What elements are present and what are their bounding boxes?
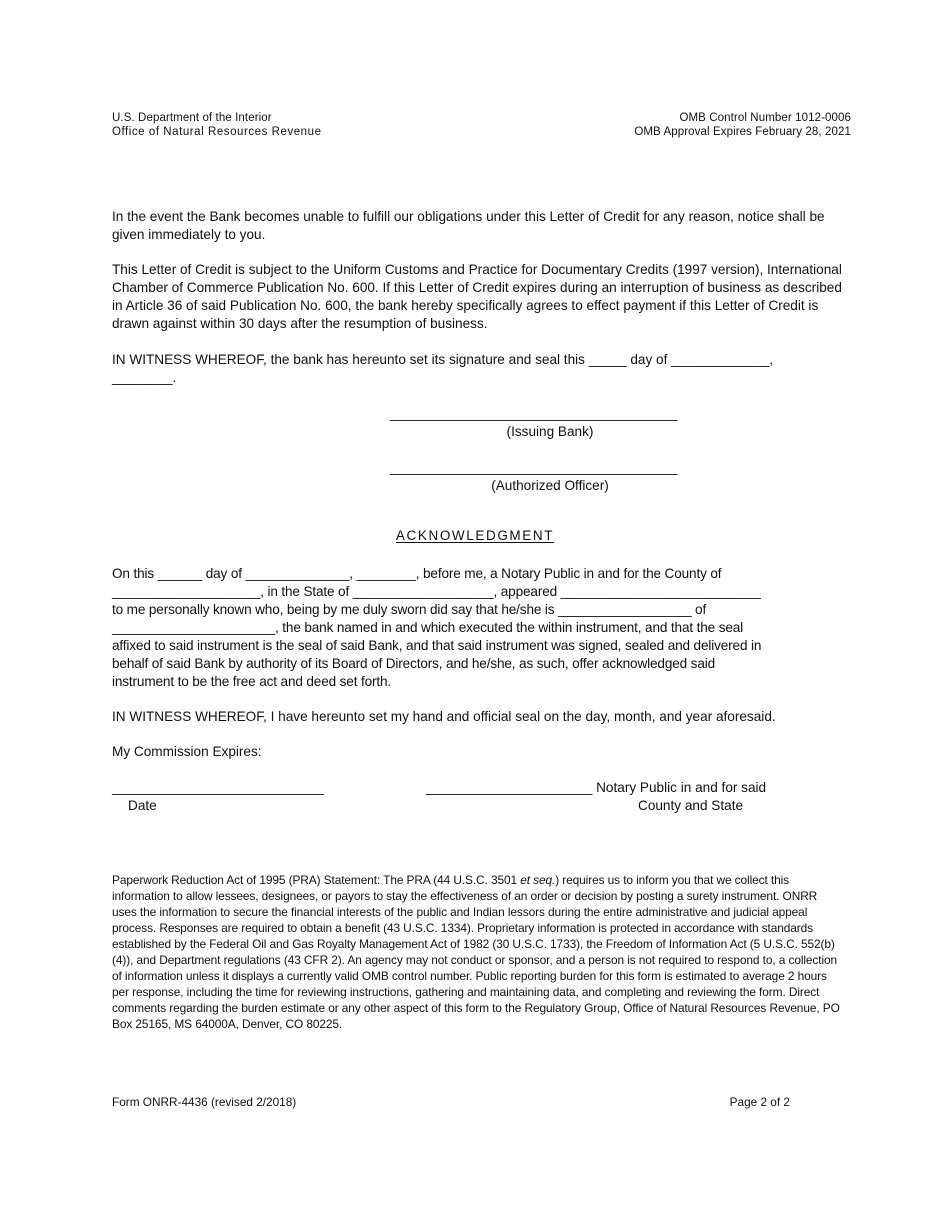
notary-county-label: County and State	[638, 798, 744, 813]
issuing-bank-signature-line: ______________________________________	[390, 406, 678, 421]
notary-signature-blank	[426, 779, 766, 797]
pra-statement	[112, 872, 842, 1032]
ack-line: behalf of said Bank by authority of its Board of Directors, and he/she, as such, offer acknowledged said	[112, 656, 716, 671]
notary-witness-clause: IN WITNESS WHEREOF, I have hereunto set my hand and official seal on the day, month, and year aforesaid.	[112, 709, 776, 724]
bank-witness-clause	[112, 351, 852, 387]
ack-line: ____________________, in the State of ___________________, appeared ___________________________	[112, 584, 761, 599]
ack-line: On this ______ day of ______________, ________, before me, a Notary Public in and for the County of	[112, 566, 722, 581]
agency-name: U.S. Department of the Interior	[112, 112, 272, 124]
omb-block	[634, 111, 851, 139]
notary-label: Notary Public in and for said	[596, 780, 767, 795]
authorized-officer-signature-line: ______________________________________	[390, 460, 678, 475]
date-label: Date	[128, 798, 157, 813]
ucp-paragraph: This Letter of Credit is subject to the Uniform Customs and Practice for Documentary Credits (1997 version), International Chamber of Commerce Publication No. 600. If this Letter of Credit expires during an interruption of business as described in Article 36 of said Publication No. 600, the bank hereby specifically agrees to effect payment if this Letter of Credit is drawn against within 30 days after the resumption of business.	[112, 262, 842, 331]
authorized-officer-label: (Authorized Officer)	[491, 478, 609, 493]
pra-text: ) requires us to inform you that we collect this information to allow lessees, designees, or payors to stay the effectiveness of an order or decision by posting a surety instrument. ONRR uses the information to secure the financial interests of the public and Indian lessors during the entire administrative and judicial appeal process. Responses are required to obtain a benefit (43 U.S.C. 1334). Proprietary information is protected in accordance with standards established by the Federal Oil and Gas Royalty Management Act of 1982 (30 U.S.C. 1733), the Freedom of Information Act (5 U.S.C. 552(b)(4)), and Department regulations (43 CFR 2). An agency may not conduct or sponsor, and a person is not required to respond to, a collection of information unless it displays a currently valid OMB control number. Public reporting burden for this form is estimated to average 2 hours per response, including the time for reviewing instructions, gathering and maintaining data, and completing and reviewing the form. Direct comments regarding the burden estimate or any other aspect of this form to the Regulatory Group, Office of Natural Resources Revenue, PO Box 25165, MS 64000A, Denver, CO 80225.	[112, 873, 840, 1031]
date-blank-line: ____________________________	[112, 780, 324, 795]
omb-control-number: OMB Control Number 1012-0006	[679, 112, 851, 124]
ack-line: ______________________, the bank named in and which executed the within instrument, and that the seal	[112, 620, 744, 635]
ack-line: affixed to said instrument is the seal of said Bank, and that said instrument was signed, sealed and delivered in	[112, 638, 762, 653]
issuing-bank-signature	[390, 405, 710, 441]
bank-witness-year-blank: ________.	[112, 370, 177, 385]
page-number: Page 2 of 2	[729, 1095, 790, 1109]
agency-block	[112, 111, 322, 139]
bank-witness-line: IN WITNESS WHEREOF, the bank has hereunto set its signature and seal this _____ day of _____________,	[112, 352, 774, 367]
notice-paragraph: In the event the Bank becomes unable to fulfill our obligations under this Letter of Credit for any reason, notice shall be given immediately to you.	[112, 209, 825, 242]
authorized-officer-signature	[390, 459, 710, 495]
issuing-bank-label: (Issuing Bank)	[506, 424, 594, 439]
form-identifier: Form ONRR-4436 (revised 2/2018)	[112, 1095, 297, 1109]
acknowledgment-title: ACKNOWLEDGMENT	[395, 528, 555, 543]
office-name: Office of Natural Resources Revenue	[112, 126, 322, 138]
omb-expiration: OMB Approval Expires February 28, 2021	[634, 126, 851, 138]
pra-et-seq: et seq.	[520, 873, 556, 887]
commission-expires-label: My Commission Expires:	[112, 744, 262, 759]
acknowledgment-body	[112, 565, 852, 691]
pra-intro: Paperwork Reduction Act of 1995 (PRA) Statement: The PRA (44 U.S.C. 3501	[112, 873, 521, 887]
notary-blank-line: ______________________	[426, 780, 593, 795]
ack-line: to me personally known who, being by me duly sworn did say that he/she is __________________ of	[112, 602, 707, 617]
ack-line: instrument to be the free act and deed set forth.	[112, 674, 392, 689]
